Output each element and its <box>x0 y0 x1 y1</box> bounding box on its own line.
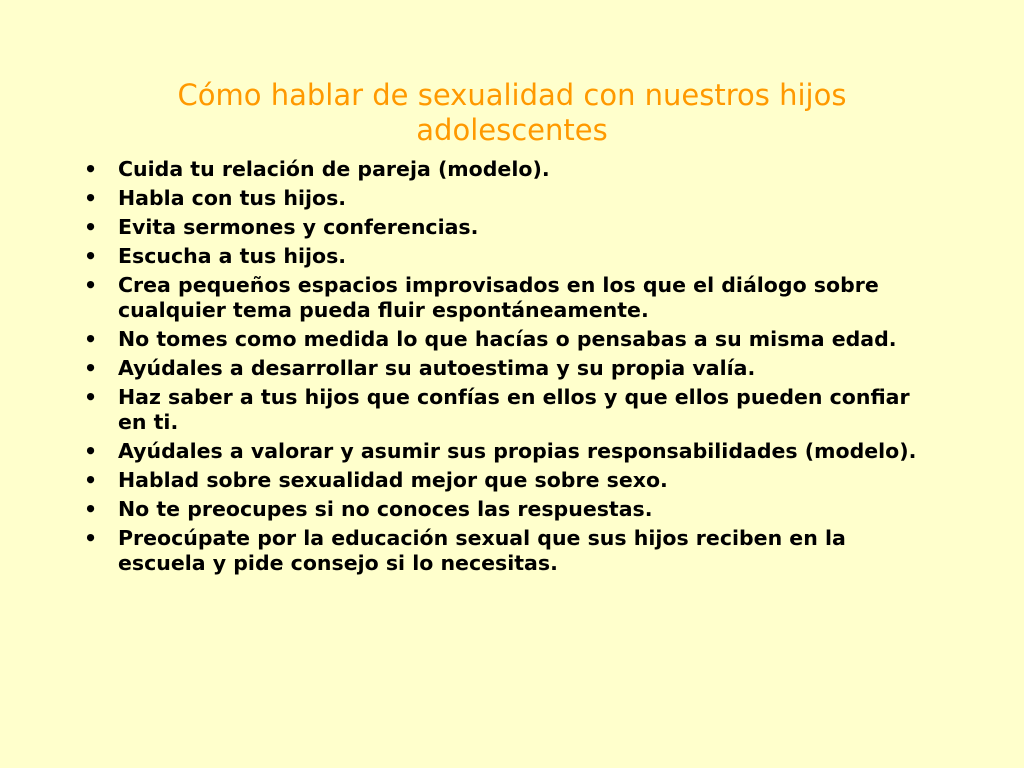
bullet-item <box>80 215 940 240</box>
bullet-item <box>80 186 940 211</box>
bullet-item <box>80 385 940 435</box>
bullet-icon: • <box>84 468 98 492</box>
bullet-icon: • <box>84 157 98 181</box>
bullet-icon: • <box>84 273 98 297</box>
bullet-item <box>80 273 940 323</box>
bullet-icon: • <box>84 526 98 550</box>
bullet-icon: • <box>84 327 98 351</box>
bullet-icon: • <box>84 215 98 239</box>
bullet-text: Evita sermones y conferencias. <box>118 215 479 239</box>
bullet-icon: • <box>84 439 98 463</box>
bullet-text: No te preocupes si no conoces las respuestas. <box>118 497 653 521</box>
bullet-icon: • <box>84 356 98 380</box>
bullet-text: Hablad sobre sexualidad mejor que sobre sexo. <box>118 468 668 492</box>
bullet-icon: • <box>84 244 98 268</box>
bullet-item <box>80 356 940 381</box>
bullet-text: Ayúdales a valorar y asumir sus propias responsabilidades (modelo). <box>118 439 917 463</box>
bullet-text: No tomes como medida lo que hacías o pensabas a su misma edad. <box>118 327 897 351</box>
bullet-icon: • <box>84 385 98 409</box>
bullet-icon: • <box>84 497 98 521</box>
bullet-text: Haz saber a tus hijos que confías en ellos y que ellos pueden confiar en ti. <box>118 385 910 434</box>
bullet-item <box>80 244 940 269</box>
bullet-list <box>80 157 940 580</box>
bullet-text: Escucha a tus hijos. <box>118 244 347 268</box>
bullet-icon: • <box>84 186 98 210</box>
bullet-item <box>80 468 940 493</box>
slide-title-line-1: Cómo hablar de sexualidad con nuestros hijos <box>177 78 847 112</box>
bullet-item <box>80 157 940 182</box>
bullet-item <box>80 327 940 352</box>
bullet-text: Crea pequeños espacios improvisados en los que el diálogo sobre cualquier tema pueda fluir espontáneamente. <box>118 273 879 322</box>
bullet-text: Ayúdales a desarrollar su autoestima y su propia valía. <box>118 356 756 380</box>
bullet-item <box>80 526 940 576</box>
bullet-item <box>80 497 940 522</box>
bullet-text: Cuida tu relación de pareja (modelo). <box>118 157 550 181</box>
bullet-item <box>80 439 940 464</box>
slide-title <box>110 78 914 148</box>
slide-title-line-2: adolescentes <box>416 113 608 147</box>
bullet-text: Habla con tus hijos. <box>118 186 347 210</box>
bullet-text: Preocúpate por la educación sexual que sus hijos reciben en la escuela y pide consejo si lo necesitas. <box>118 526 846 575</box>
